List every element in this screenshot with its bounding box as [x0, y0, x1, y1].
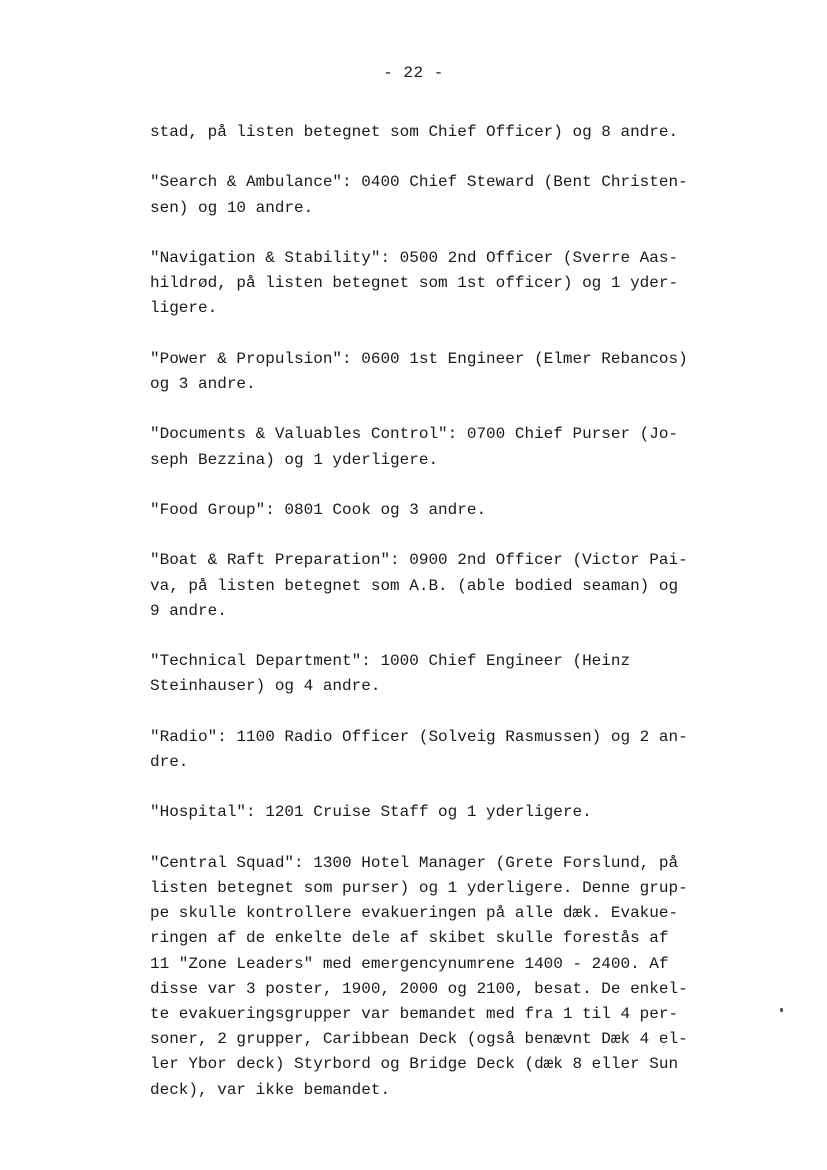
paragraph-power-propulsion: "Power & Propulsion": 0600 1st Engineer (Elmer Rebancos) og 3 andre. [150, 349, 688, 393]
paragraph-search-ambulance: "Search & Ambulance": 0400 Chief Steward (Bent Christen- sen) og 10 andre. [150, 173, 688, 217]
paragraph-radio: "Radio": 1100 Radio Officer (Solveig Rasmussen) og 2 an- dre. [150, 727, 688, 771]
page-number: - 22 - [383, 64, 444, 82]
paragraph-technical-department: "Technical Department": 1000 Chief Engineer (Heinz Steinhauser) og 4 andre. [150, 652, 631, 696]
paragraph-food-group: "Food Group": 0801 Cook og 3 andre. [150, 500, 487, 519]
document-body [150, 120, 720, 1128]
scan-speck [780, 1008, 783, 1012]
paragraph-hospital: "Hospital": 1201 Cruise Staff og 1 yderligere. [150, 803, 592, 822]
paragraph-boat-raft: "Boat & Raft Preparation": 0900 2nd Officer (Victor Pai- va, på listen betegnet som A.B. (able bodied seaman) og 9 andre. [150, 551, 688, 620]
paragraph-documents-valuables: "Documents & Valuables Control": 0700 Chief Purser (Jo- seph Bezzina) og 1 yderligere. [150, 425, 679, 469]
paragraph-central-squad: "Central Squad": 1300 Hotel Manager (Grete Forslund, på listen betegnet som purser) og 1 yderligere. Denne grup- pe skulle kontrollere evakueringen på alle dæk. Evakue- ringen af de enkelte dele af skibet skulle forestås af 11 "Zone Leaders" med emergencynumrene 1400 - 2400. Af disse var 3 poster, 1900, 2000 og 2100, besat. De enkel- te evakueringsgrupper var bemandet med fra 1 til 4 per- soner, 2 grupper, Caribbean Deck (også benævnt Dæk 4 el- ler Ybor deck) Styrbord og Bridge Deck (dæk 8 eller Sun deck), var ikke bemandet. [150, 853, 688, 1099]
paragraph-continuation: stad, på listen betegnet som Chief Officer) og 8 andre. [150, 123, 679, 141]
paragraph-navigation-stability: "Navigation & Stability": 0500 2nd Officer (Sverre Aas- hildrød, på listen betegnet som 1st officer) og 1 yder- ligere. [150, 248, 679, 318]
